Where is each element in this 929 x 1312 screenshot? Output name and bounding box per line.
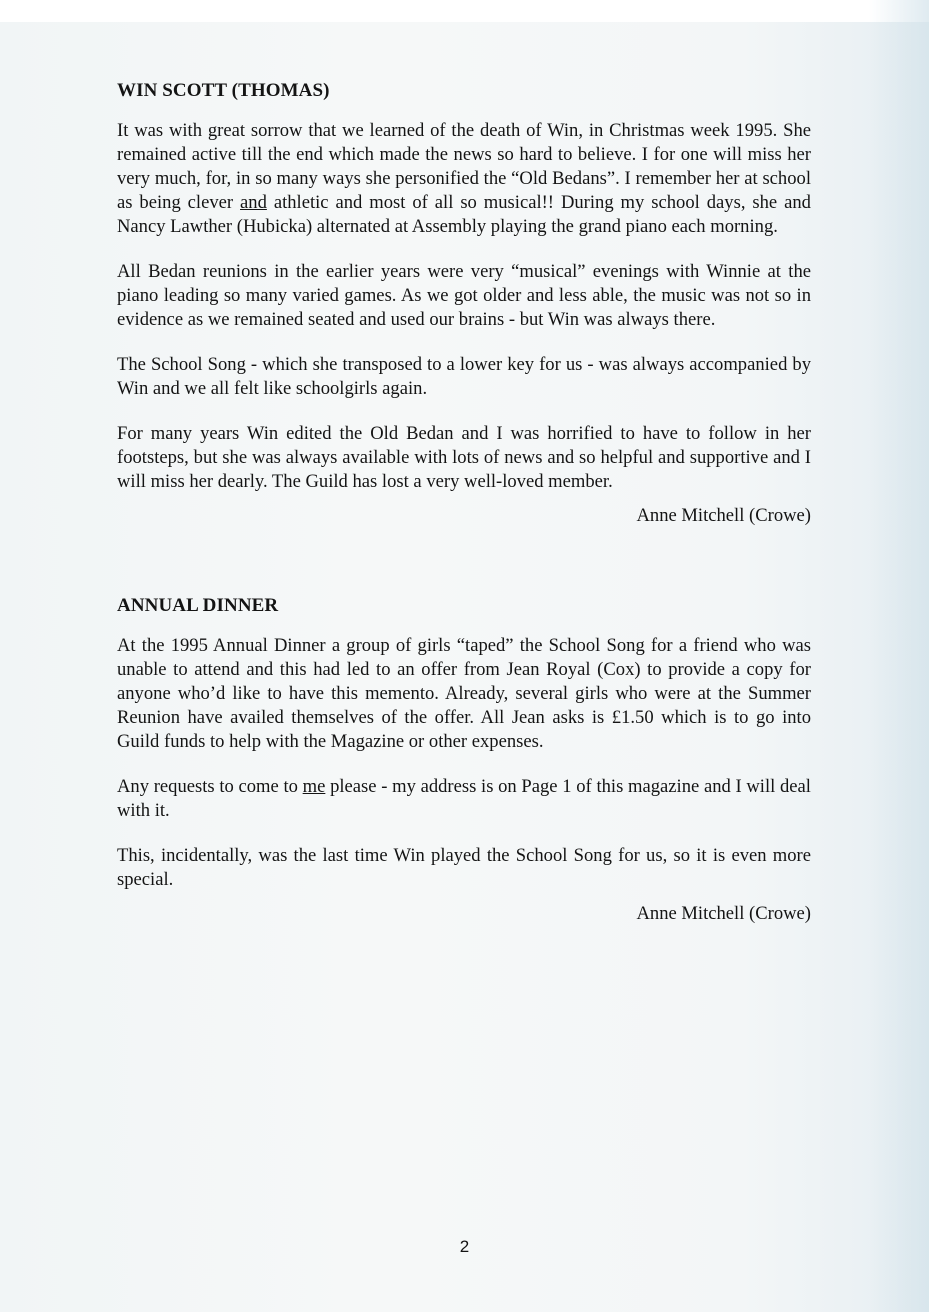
scan-top-edge <box>0 0 929 22</box>
article-heading: WIN SCOTT (THOMAS) <box>117 80 330 101</box>
article-heading: ANNUAL DINNER <box>117 595 279 616</box>
article-annual-dinner <box>117 595 811 926</box>
paragraph: This, incidentally, was the last time Win played the School Song for us, so it is even more special. <box>117 845 811 890</box>
signature: Anne Mitchell (Crowe) <box>636 903 811 924</box>
paragraph: It was with great sorrow that we learned of the death of Win, in Christmas week 1995. She remained active till the end which made the news so hard to believe. I for one will miss her very much, for, in so many ways she personified the “Old Bedans”. I remember her at school as being clever and athletic and most of all so musical!! During my school days, she and Nancy Lawther (Hubicka) alternated at Assembly playing the grand piano each morning. <box>117 120 811 237</box>
underlined-word: me <box>302 776 326 797</box>
paragraph: The School Song - which she transposed to a lower key for us - was always accompanied by Win and we all felt like schoolgirls again. <box>117 354 811 399</box>
section-spacer <box>117 549 811 595</box>
page-number: 2 <box>459 1237 470 1256</box>
underlined-word: and <box>240 192 267 213</box>
article-win-scott <box>117 80 811 528</box>
scan-shading <box>869 0 929 1312</box>
paragraph: At the 1995 Annual Dinner a group of girls “taped” the School Song for a friend who was unable to attend and this had led to an offer from Jean Royal (Cox) to provide a copy for anyone who’d like to have this memento. Already, several girls who were at the Summer Reunion have availed themselves of the offer. All Jean asks is £1.50 which is to go into Guild funds to help with the Magazine or other expenses. <box>117 635 811 752</box>
paragraph: For many years Win edited the Old Bedan and I was horrified to have to follow in her footsteps, but she was always available with lots of news and so helpful and supportive and I will miss her dearly. The Guild has lost a very well-loved member. <box>117 423 811 492</box>
paragraph: All Bedan reunions in the earlier years were very “musical” evenings with Winnie at the piano leading so many varied games. As we got older and less able, the music was not so in evidence as we remained seated and used our brains - but Win was always there. <box>117 261 811 330</box>
signature: Anne Mitchell (Crowe) <box>636 505 811 526</box>
paragraph: Any requests to come to me please - my address is on Page 1 of this magazine and I will deal with it. <box>117 776 811 821</box>
document-body <box>117 80 811 947</box>
